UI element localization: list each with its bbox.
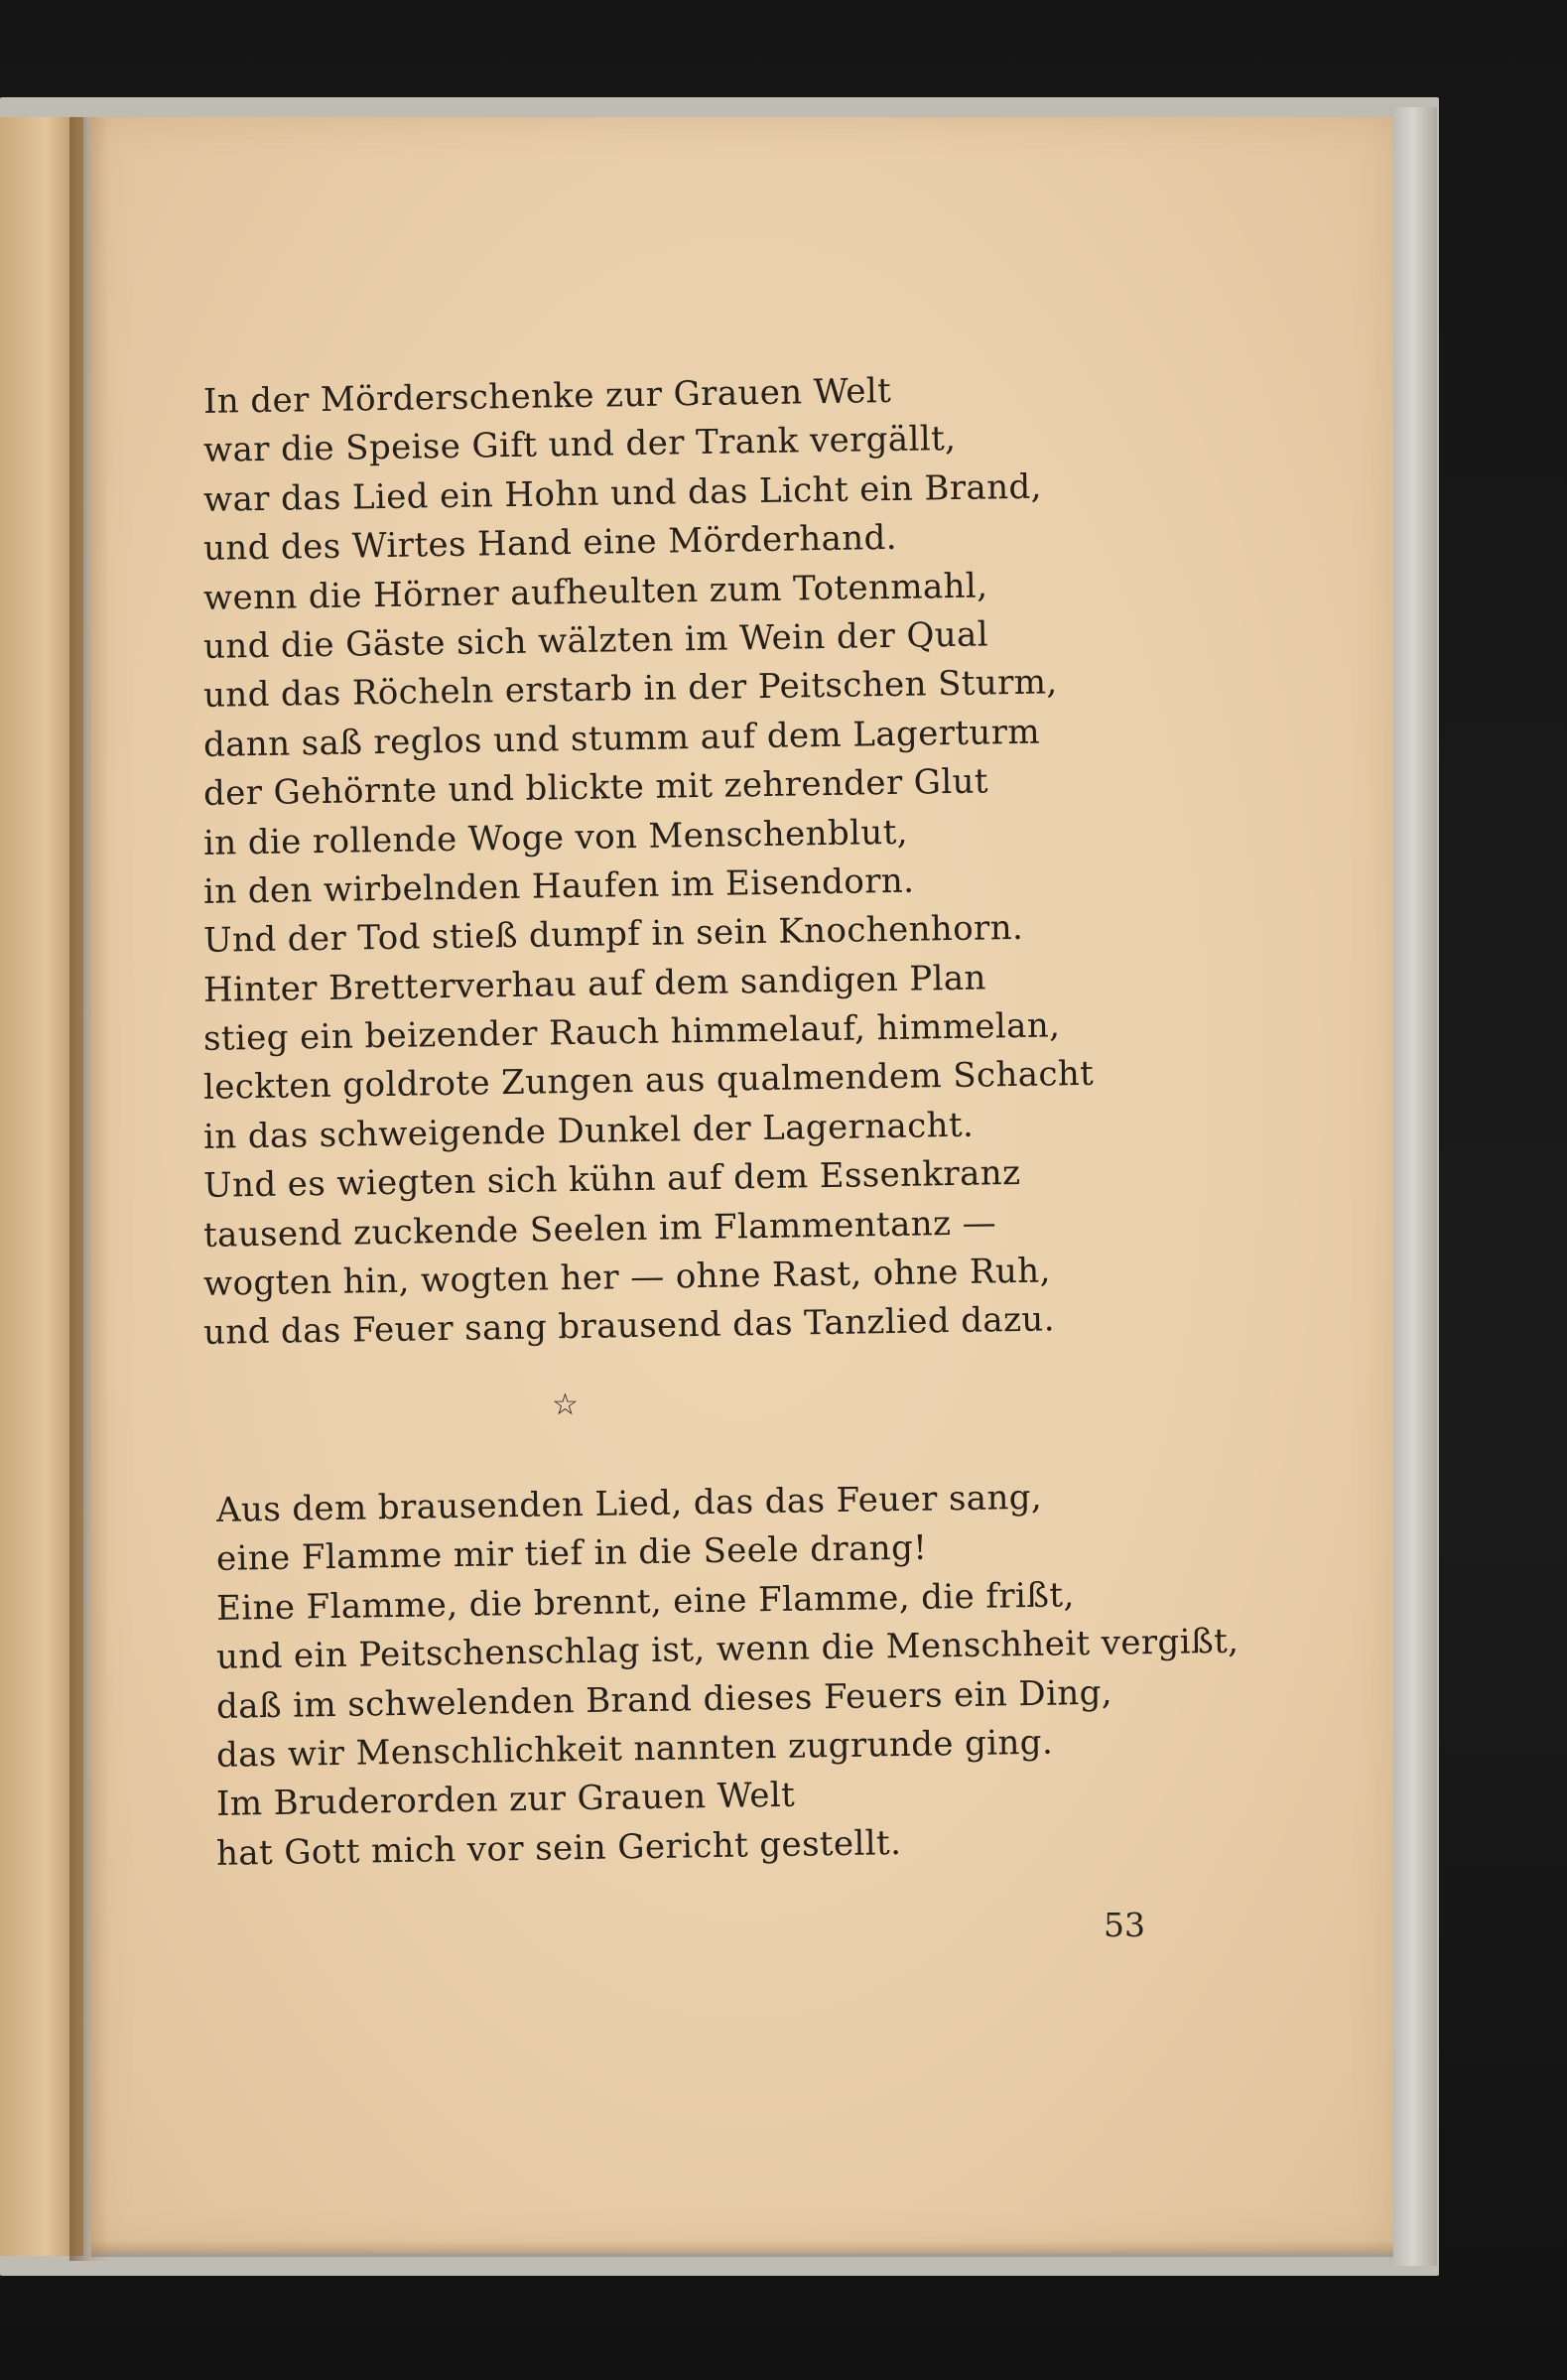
poem-line: und des Wirtes Hand eine Mörderhand. bbox=[202, 518, 898, 570]
poem-line: war die Speise Gift und der Trank vergällt, bbox=[202, 419, 957, 471]
poem-line: In der Mörderschenke zur Grauen Welt bbox=[202, 370, 892, 422]
cover-right-edge bbox=[1389, 107, 1437, 2266]
poem-line: war das Lied ein Hohn und das Licht ein Brand, bbox=[202, 466, 1043, 520]
poem-line: dann saß reglos und stumm auf dem Lagerturm bbox=[202, 712, 1041, 765]
poem-line: der Gehörnte und blickte mit zehrender Glut bbox=[202, 761, 989, 814]
poem-line: Aus dem brausenden Lied, das das Feuer sang, bbox=[215, 1477, 1043, 1530]
poem-stanza-2 bbox=[215, 1477, 1240, 1874]
poem-line: Eine Flamme, die brennt, eine Flamme, die frißt, bbox=[215, 1575, 1075, 1629]
poem-stanza-1 bbox=[202, 370, 1196, 1354]
poem-line: hat Gott mich vor sein Gericht gestellt. bbox=[215, 1822, 902, 1874]
poem-line: leckten goldrote Zungen aus qualmendem Schacht bbox=[202, 1054, 1095, 1109]
poem-line: in das schweigende Dunkel der Lagernacht. bbox=[202, 1105, 975, 1157]
poem-line: wenn die Hörner aufheulten zum Totenmahl, bbox=[202, 566, 988, 618]
poem-line: das wir Menschlichkeit nannten zugrunde ging. bbox=[215, 1722, 1054, 1776]
poem-line: wogten hin, wogten her — ohne Rast, ohne Ruh, bbox=[202, 1251, 1052, 1304]
poem-line: und die Gäste sich wälzten im Wein der Qual bbox=[202, 614, 989, 667]
page-gutter bbox=[69, 117, 109, 2261]
star-divider: ☆ bbox=[552, 1388, 579, 1422]
poem-line: Und der Tod stieß dumpf in sein Knochenhorn. bbox=[202, 908, 1024, 962]
poem-line: und das Feuer sang brausend das Tanzlied dazu. bbox=[202, 1299, 1056, 1354]
poem-line: eine Flamme mir tief in die Seele drang! bbox=[215, 1527, 928, 1580]
page-number: 53 bbox=[1104, 1906, 1145, 1944]
poem-line: Im Bruderorden zur Grauen Welt bbox=[215, 1776, 796, 1825]
page-bottom-shadow bbox=[91, 2241, 1393, 2257]
poem-line: stieg ein beizender Rauch himmelauf, himmelan, bbox=[202, 1005, 1061, 1059]
poem-line: und das Röcheln erstarb in der Peitschen Sturm, bbox=[202, 662, 1058, 717]
poem-line: tausend zuckende Seelen im Flammentanz — bbox=[202, 1202, 997, 1256]
poem-line: Und es wiegten sich kühn auf dem Essenkranz bbox=[202, 1153, 1021, 1207]
poem-line: daß im schwelenden Brand dieses Feuers ein Ding, bbox=[215, 1672, 1113, 1727]
poem-line: Hinter Bretterverhau auf dem sandigen Plan bbox=[202, 958, 987, 1010]
poem-line: in den wirbelnden Haufen im Eisendorn. bbox=[202, 860, 915, 912]
poem-line: in die rollende Woge von Menschenblut, bbox=[202, 812, 909, 863]
poem-line: und ein Peitschenschlag ist, wenn die Menschheit vergißt, bbox=[215, 1621, 1240, 1678]
